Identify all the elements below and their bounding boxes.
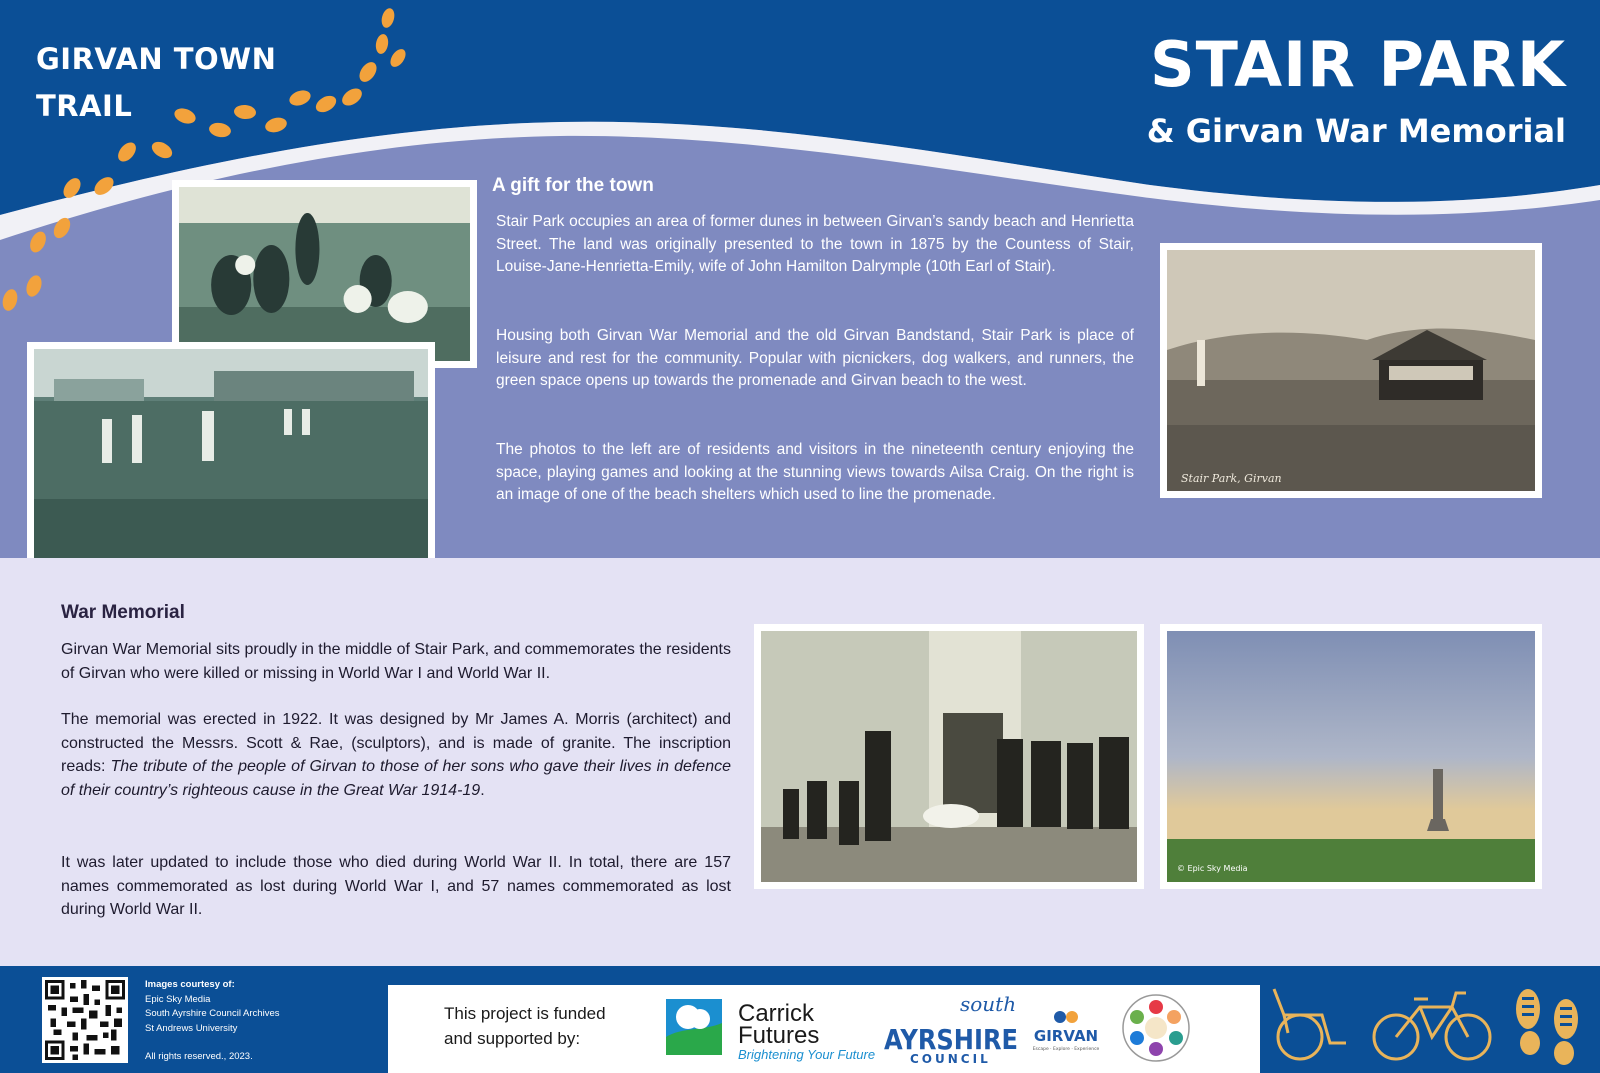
carrick-line: Carrick	[738, 1000, 814, 1027]
photo-credit: © Epic Sky Media	[1177, 864, 1248, 873]
photo-memorial-ceremony	[754, 624, 1144, 889]
wheelchair-icon	[1266, 985, 1356, 1065]
photo-beach-shelter	[1160, 243, 1542, 498]
gift-paragraph: The photos to the left are of residents and visitors in the nineteenth century enjoying the space, playing games and looking at the stunning views towards Ailsa Craig. On the right is an image of one of the beach shelters which used to line the promenade.	[496, 441, 1134, 504]
boot-print-icon	[1506, 985, 1590, 1067]
bicycle-icon	[1368, 985, 1496, 1065]
inscription-end: .	[480, 781, 485, 799]
memorial-paragraph: Girvan War Memorial sits proudly in the middle of Stair Park, and commemorates the residents of Girvan who were killed or missing in World War I and World War II.	[61, 641, 731, 682]
credit-item: Epic Sky Media	[145, 993, 211, 1005]
qr-code[interactable]	[42, 977, 128, 1063]
photo-monument-modern	[1160, 624, 1542, 889]
south-ayrshire-council-logo	[882, 991, 1022, 1067]
carrick-tagline: Brightening Your Future	[738, 1047, 876, 1062]
funding-line: and supported by:	[444, 1029, 581, 1048]
funding-statement	[444, 1001, 644, 1051]
photo-picnic	[172, 180, 477, 368]
girvan-logo-tagline: Escape · Explore · Experience	[1032, 1047, 1100, 1052]
war-memorial-heading: War Memorial	[61, 602, 185, 623]
memorial-paragraph	[61, 708, 731, 802]
shelter-caption: Stair Park, Girvan	[1181, 472, 1282, 485]
credits-title: Images courtesy of:	[145, 979, 235, 990]
inscription-lead: The memorial was erected in 1922. It was designed by Mr James A. Morris (architect) and constructed the Messrs. Scott & Rae, (sculptors), and is made of granite. The inscription reads:	[61, 711, 731, 776]
trail-name: GIRVAN TOWN TRAIL	[36, 42, 277, 123]
sac-council: COUNCIL	[910, 1052, 991, 1066]
page-subtitle: & Girvan War Memorial	[1146, 112, 1566, 150]
gift-paragraph: Housing both Girvan War Memorial and the old Girvan Bandstand, Stair Park is place of leisure and rest for the community. Popular with picnickers, dog walkers, and runners, the green space opens up towards the promenade and Girvan beach to the west.	[496, 327, 1134, 390]
credit-item: South Ayrshire Council Archives	[145, 1008, 280, 1019]
gift-heading: A gift for the town	[492, 175, 654, 196]
funding-line: This project is funded	[444, 1004, 606, 1023]
page-title: STAIR PARK	[1149, 28, 1566, 101]
rights-notice: All rights reserved., 2023.	[145, 1051, 253, 1062]
photo-croquet	[27, 342, 435, 582]
girvan-logo-text: GIRVAN	[1033, 1027, 1099, 1045]
sac-south: south	[960, 992, 1017, 1016]
image-credits	[145, 978, 279, 1065]
funding-box	[388, 985, 1260, 1073]
credit-item: St Andrews University	[145, 1022, 238, 1034]
sac-ayrshire: AYRSHIRE	[884, 1023, 1018, 1056]
girvan-logo	[1032, 1007, 1100, 1053]
inscription-quote: The tribute of the people of Girvan to those of her sons who gave their lives in defence of their country’s righteous cause in the Great War 1914-19	[61, 758, 732, 799]
gift-paragraph: Stair Park occupies an area of former dunes in between Girvan’s sandy beach and Henrietta Street. The land was originally presented to the town in 1875 by the Countess of Stair, Louise-Jane-Henrietta-Emily, wife of John Hamilton Dalrymple (10th Earl of Stair).	[496, 213, 1134, 276]
memorial-paragraph: It was later updated to include those who died during World War II. In total, there are 157 names commemorated as lost during World War I, and 57 names commemorated as lost during World War II.	[61, 854, 731, 919]
carrick-line: Futures	[738, 1022, 820, 1049]
community-badge-logo	[1121, 993, 1191, 1063]
carrick-futures-logo	[666, 997, 876, 1061]
